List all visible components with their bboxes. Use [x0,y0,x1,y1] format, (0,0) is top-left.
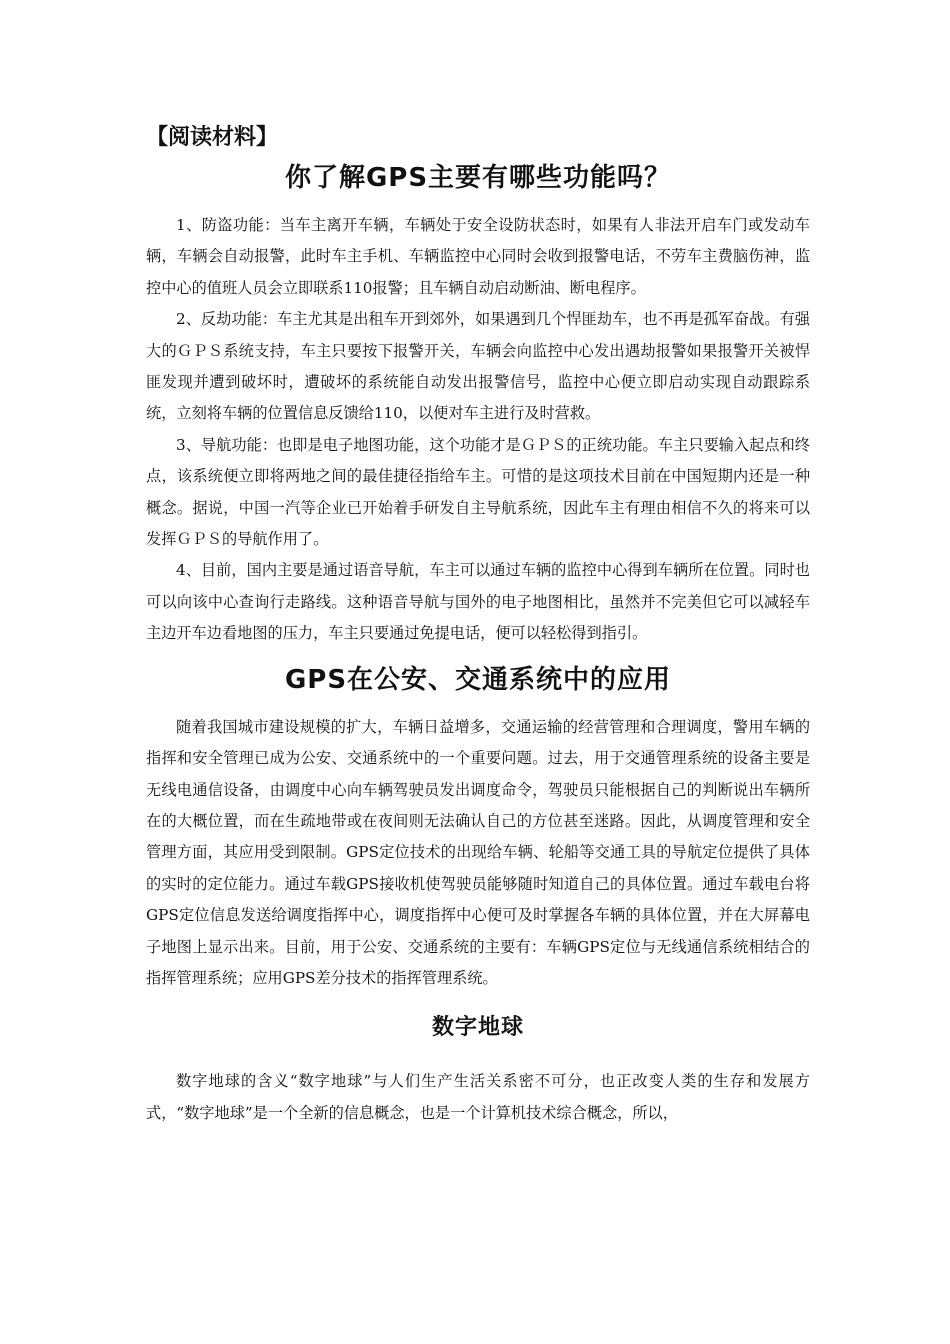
section-gps-functions [146,210,810,650]
section-gps-police-traffic [146,712,810,995]
section-digital-earth [146,1066,810,1129]
paragraph-digital-earth: 数字地球的含义“数字地球”与人们生产生活关系密不可分，也正改变人类的生存和发展方式，“数字地球”是一个全新的信息概念，也是一个计算机技术综合概念，所以， [146,1072,810,1122]
paragraph-anti-theft: 1、防盗功能：当车主离开车辆，车辆处于安全设防状态时，如果有人非法开启车门或发动车辆，车辆会自动报警，此时车主手机、车辆监控中心同时会收到报警电话，不劳车主费脑伤神，监控中心的值班人员会立即联系110报警；且车辆自动启动断油、断电程序。 [146,216,810,297]
reading-material-label: 【阅读材料】 [146,125,279,150]
section-title-gps-functions: 你了解GPS主要有哪些功能吗？ [284,163,672,193]
document-page [146,122,810,1129]
paragraph-navigation: 3、导航功能：也即是电子地图功能，这个功能才是ＧＰＳ的正统功能。车主只要输入起点和终点，该系统便立即将两地之间的最佳捷径指给车主。可惜的是这项技术目前在中国短期内还是一种概念。据说，中国一汽等企业已开始着手研发自主导航系统，因此车主有理由相信不久的将来可以发挥ＧＰＳ的导航作用了。 [146,435,810,549]
paragraph-voice-navigation: 4、目前，国内主要是通过语音导航，车主可以通过车辆的监控中心得到车辆所在位置。同时也可以向该中心查询行走路线。这种语音导航与国外的电子地图相比，虽然并不完美但它可以减轻车主边开车边看地图的压力，车主只要通过免提电话，便可以轻松得到指引。 [146,561,810,643]
paragraph-police-traffic: 随着我国城市建设规模的扩大，车辆日益增多，交通运输的经营管理和合理调度，警用车辆的指挥和安全管理已成为公安、交通系统中的一个重要问题。过去，用于交通管理系统的设备主要是无线电通信设备，由调度中心向车辆驾驶员发出调度命令，驾驶员只能根据自己的判断说出车辆所在的大概位置，而在生疏地带或在夜间则无法确认自己的方位甚至迷路。因此，从调度管理和安全管理方面，其应用受到限制。GPS定位技术的出现给车辆、轮船等交通工具的导航定位提供了具体的实时的定位能力。通过车载GPS接收机使驾驶员能够随时知道自己的具体位置。通过车载电台将GPS定位信息发送给调度指挥中心，调度指挥中心便可及时掌握各车辆的具体位置，并在大屏幕电子地图上显示出来。目前，用于公安、交通系统的主要有：车辆GPS定位与无线通信系统相结合的指挥管理系统；应用GPS差分技术的指挥管理系统。 [146,717,810,987]
section-title-gps-police-traffic: GPS在公安、交通系统中的应用 [284,664,672,695]
section-title-digital-earth: 数字地球 [431,1015,524,1041]
paragraph-anti-robbery: 2、反劫功能：车主尤其是出租车开到郊外，如果遇到几个悍匪劫车，也不再是孤军奋战。有强大的ＧＰＳ系统支持，车主只要按下报警开关，车辆会向监控中心发出遇劫报警如果报警开关被悍匪发现并遭到破坏时，遭破坏的系统能自动发出报警信号，监控中心便立即启动实现自动跟踪系统，立刻将车辆的位置信息反馈给110，以便对车主进行及时营救。 [146,310,810,423]
